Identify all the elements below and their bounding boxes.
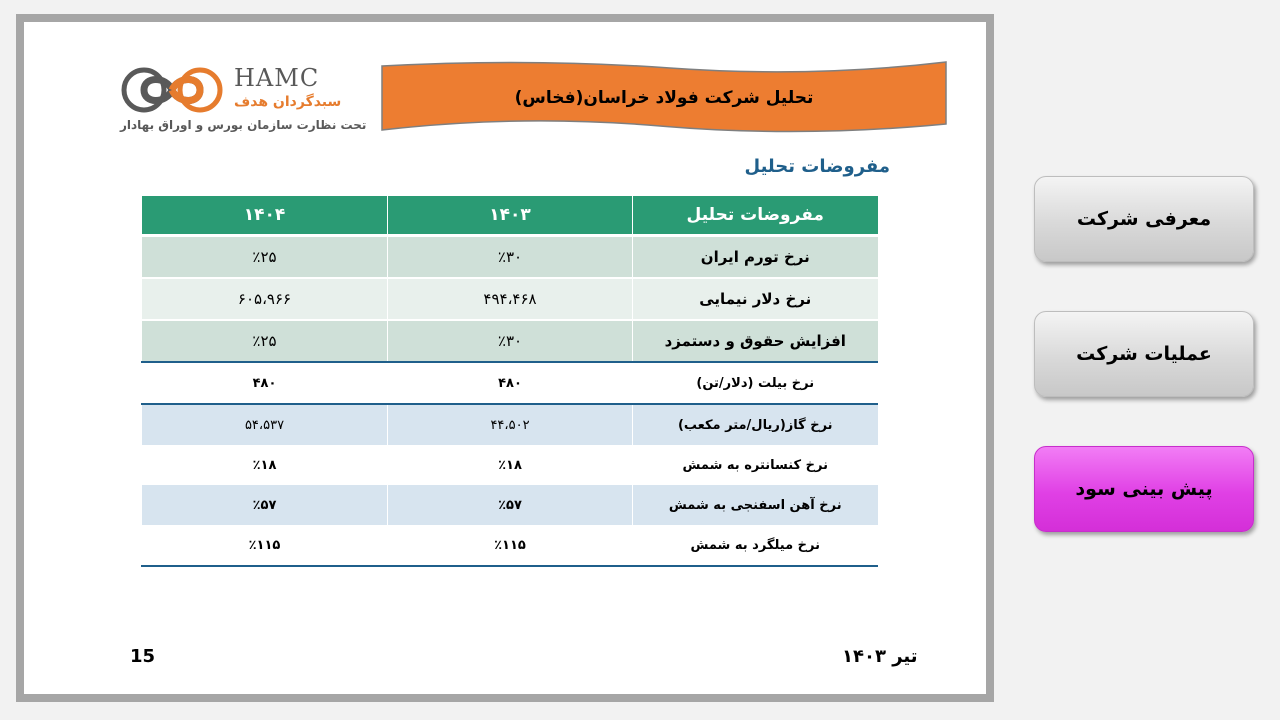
value-1403: ٪۳۰ — [388, 236, 633, 279]
logo-subtitle: تحت نظارت سازمان بورس و اوراق بهادار — [120, 118, 367, 132]
nav-button-company-intro[interactable]: معرفی شرکت — [1034, 176, 1254, 262]
row-label: نرخ گاز(ریال/متر مکعب) — [633, 404, 878, 445]
value-1404: ۵۴،۵۳۷ — [142, 404, 388, 445]
assumptions-table — [141, 196, 878, 567]
slide — [16, 14, 994, 702]
value-1404: ٪۱۸ — [142, 445, 388, 485]
table-row — [142, 404, 878, 445]
footer-date: تیر ۱۴۰۳ — [842, 646, 918, 667]
value-1404: ٪۱۱۵ — [142, 525, 388, 566]
hamc-logo — [114, 58, 367, 138]
nav-button-company-operations[interactable]: عملیات شرکت — [1034, 311, 1254, 397]
table-row — [142, 278, 878, 320]
row-label: نرخ میلگرد به شمش — [633, 525, 878, 566]
value-1403: ۴۸۰ — [388, 362, 633, 404]
row-label: نرخ کنسانتره به شمش — [633, 445, 878, 485]
value-1404: ٪۲۵ — [142, 320, 388, 362]
row-label: نرخ آهن اسفنجی به شمش — [633, 485, 878, 525]
section-heading: مفروضات تحلیل — [744, 156, 890, 177]
logo-brand-en: HAMC — [234, 64, 320, 92]
table-row — [142, 236, 878, 279]
logo-brand-fa: سبدگردان هدف — [234, 94, 342, 110]
value-1404: ۴۸۰ — [142, 362, 388, 404]
value-1404: ٪۵۷ — [142, 485, 388, 525]
row-label: نرخ تورم ایران — [633, 236, 878, 279]
infinity-logo-icon — [114, 66, 230, 114]
table-row — [142, 362, 878, 404]
table-header-row — [142, 196, 878, 236]
header-assumptions: مفروضات تحلیل — [633, 196, 878, 236]
row-label: نرخ بیلت (دلار/تن) — [633, 362, 878, 404]
page-number: 15 — [130, 646, 156, 667]
value-1404: ٪۲۵ — [142, 236, 388, 279]
table-row — [142, 525, 878, 566]
value-1403: ۴۴،۵۰۲ — [388, 404, 633, 445]
table-row — [142, 445, 878, 485]
value-1403: ٪۱۱۵ — [388, 525, 633, 566]
row-label: افزایش حقوق و دستمزد — [633, 320, 878, 362]
title-banner — [380, 60, 948, 136]
value-1403: ٪۳۰ — [388, 320, 633, 362]
page-title: تحلیل شرکت فولاد خراسان(فخاس) — [514, 88, 814, 108]
value-1403: ٪۱۸ — [388, 445, 633, 485]
header-1404: ۱۴۰۴ — [142, 196, 388, 236]
value-1403: ۴۹۴،۴۶۸ — [388, 278, 633, 320]
table-row — [142, 485, 878, 525]
value-1403: ٪۵۷ — [388, 485, 633, 525]
value-1404: ۶۰۵،۹۶۶ — [142, 278, 388, 320]
table-row — [142, 320, 878, 362]
nav-button-profit-forecast[interactable]: پیش بینی سود — [1034, 446, 1254, 532]
row-label: نرخ دلار نیمایی — [633, 278, 878, 320]
header-1403: ۱۴۰۳ — [388, 196, 633, 236]
